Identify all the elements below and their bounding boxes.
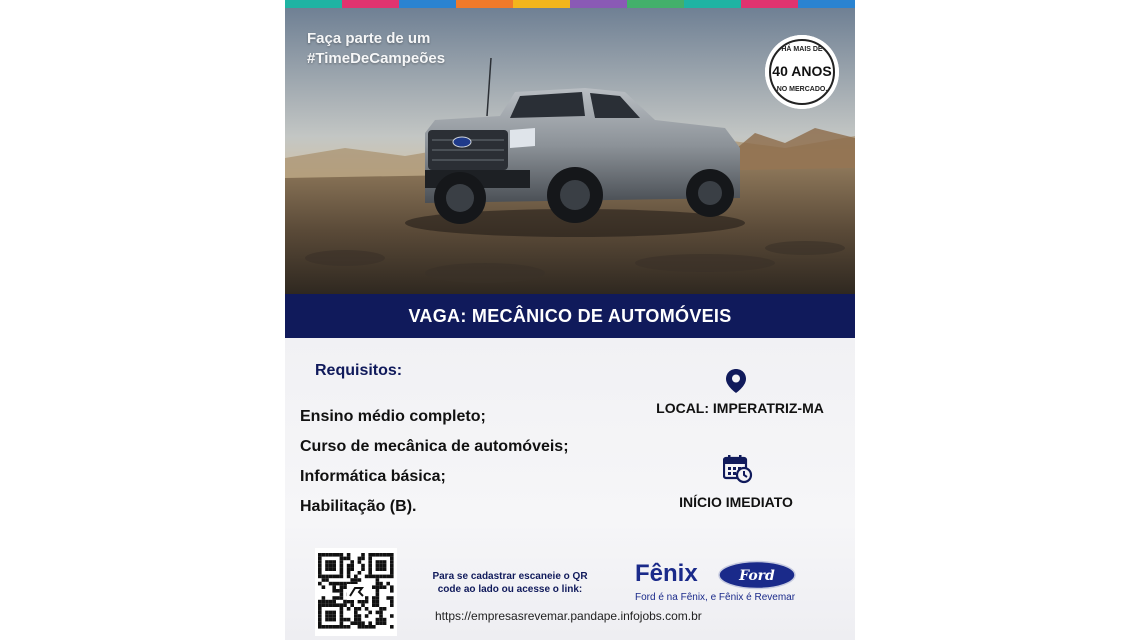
signup-instructions: Para se cadastrar escaneie o QR code ao lado ou acesse o link: — [432, 571, 588, 595]
job-details — [285, 338, 855, 640]
stripe-segment — [798, 0, 855, 8]
job-title-band — [285, 294, 855, 338]
years-badge — [765, 35, 839, 109]
start-text: INÍCIO IMEDIATO — [679, 494, 793, 510]
requirements-heading: Requisitos: — [315, 362, 403, 379]
hero-slogan-line1: Faça parte de um — [307, 30, 431, 47]
brand-tagline: Ford é na Fênix, e Fênix é Revemar — [635, 592, 796, 603]
ford-logo — [717, 560, 797, 590]
stripe-segment — [342, 0, 399, 8]
fenix-logo-text: Fênix — [635, 560, 698, 587]
stripe-segment — [684, 0, 741, 8]
stripe-segment — [456, 0, 513, 8]
badge-top-text: HÁ MAIS DE — [781, 46, 823, 53]
stripe-segment — [285, 0, 342, 8]
stripe-segment — [399, 0, 456, 8]
requirement-item: Curso de mecânica de automóveis; — [300, 438, 569, 455]
stripe-segment — [513, 0, 570, 8]
stripe-segment — [570, 0, 627, 8]
qr-code[interactable] — [315, 548, 397, 636]
badge-main-text: 40 ANOS — [772, 63, 832, 79]
job-title: VAGA: MECÂNICO DE AUTOMÓVEIS — [408, 305, 732, 326]
hero-slogan-line2: #TimeDeCampeões — [307, 50, 446, 67]
requirement-item: Habilitação (B). — [300, 498, 417, 515]
stripe-segment — [627, 0, 684, 8]
location-text: LOCAL: IMPERATRIZ-MA — [656, 400, 824, 416]
ford-logo-text: Ford — [739, 568, 775, 584]
signup-link[interactable]: https://empresasrevemar.pandape.infojobs.com.br — [435, 609, 702, 623]
requirement-item: Ensino médio completo; — [300, 408, 486, 425]
stripe-segment — [741, 0, 798, 8]
calendar-clock-icon — [723, 454, 753, 484]
map-pin-icon — [725, 368, 747, 394]
badge-bottom-text: NO MERCADO. — [776, 86, 828, 93]
job-poster — [285, 0, 855, 640]
requirement-item: Informática básica; — [300, 468, 446, 485]
hero-image — [285, 8, 855, 294]
color-stripe — [285, 0, 855, 8]
